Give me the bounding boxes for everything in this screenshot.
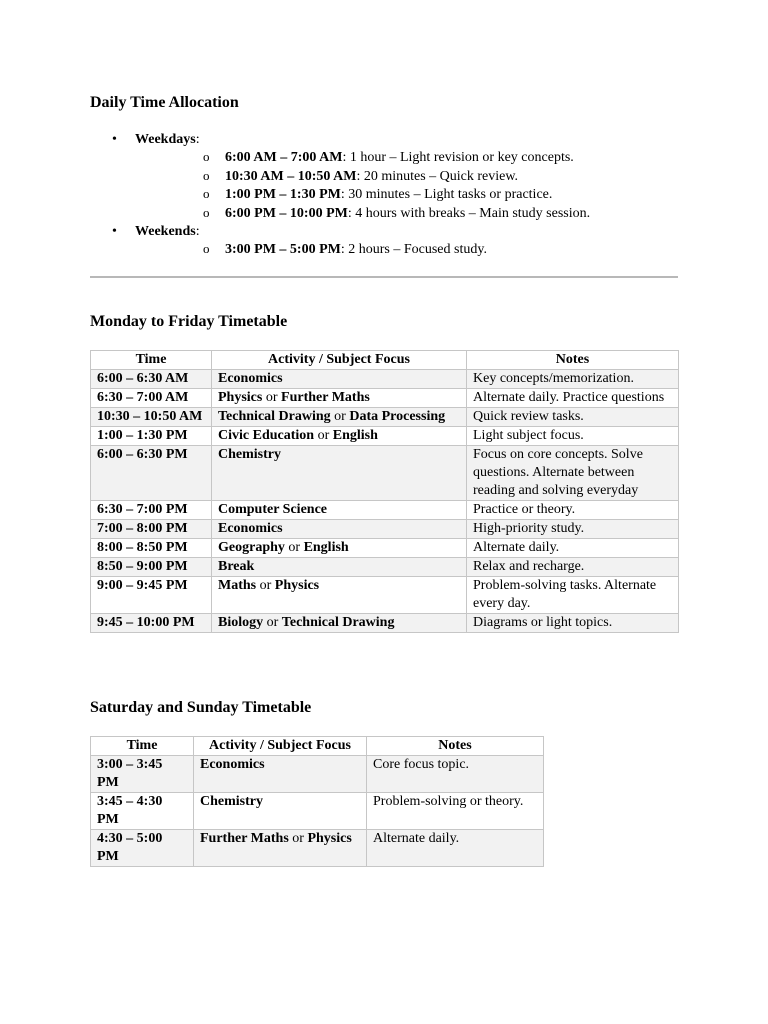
- notes-cell: High-priority study.: [467, 520, 679, 539]
- notes-cell: Practice or theory.: [467, 501, 679, 520]
- weekday-slot: [135, 186, 678, 205]
- time-cell: 8:00 – 8:50 PM: [91, 539, 212, 558]
- activity-cell: [194, 793, 367, 830]
- time-cell: 10:30 – 10:50 AM: [91, 408, 212, 427]
- weekend-table-heading: Saturday and Sunday Timetable: [90, 699, 312, 716]
- header-time: Time: [91, 351, 212, 370]
- table-row: [91, 756, 544, 793]
- time-cell: 8:50 – 9:00 PM: [91, 558, 212, 577]
- slot-desc: : 20 minutes – Quick review.: [356, 168, 519, 184]
- slot-time: 1:00 PM – 1:30 PM: [225, 187, 341, 202]
- slot-desc: : 4 hours with breaks – Main study session.: [347, 205, 591, 221]
- notes-cell: Problem-solving or theory.: [367, 793, 544, 830]
- subject-primary: Civic Education: [218, 428, 315, 443]
- slot-time: 10:30 AM – 10:50 AM: [225, 168, 357, 184]
- activity-cell: [212, 389, 467, 408]
- table-row: [91, 520, 679, 539]
- subject-primary: Physics: [218, 390, 263, 405]
- notes-cell: Key concepts/memorization.: [467, 370, 679, 389]
- weekend-timetable: [90, 736, 544, 867]
- activity-cell: [194, 830, 367, 867]
- slot-time: 6:00 AM – 7:00 AM: [225, 150, 343, 165]
- subject-alternate: English: [332, 428, 378, 443]
- horizontal-divider: [90, 276, 678, 278]
- subject-connector: or: [288, 831, 308, 846]
- weekday-timetable: [90, 350, 679, 633]
- notes-cell: Diagrams or light topics.: [467, 614, 679, 633]
- subject-connector: or: [330, 409, 350, 424]
- slot-desc: : 1 hour – Light revision or key concepts.: [342, 150, 574, 165]
- table-row: [91, 558, 679, 577]
- table-header-row: [91, 737, 544, 756]
- activity-cell: [212, 539, 467, 558]
- table-row: [91, 539, 679, 558]
- time-cell: 6:30 – 7:00 PM: [91, 501, 212, 520]
- activity-cell: [212, 501, 467, 520]
- activity-cell: [212, 408, 467, 427]
- allocation-list: [90, 131, 678, 260]
- activity-cell: [212, 446, 467, 501]
- subject-primary: Chemistry: [200, 794, 263, 809]
- table-row: [91, 446, 679, 501]
- time-cell: 9:00 – 9:45 PM: [91, 577, 212, 614]
- time-cell: 6:30 – 7:00 AM: [91, 389, 212, 408]
- subject-primary: Economics: [218, 371, 283, 386]
- activity-cell: [212, 370, 467, 389]
- subject-primary: Economics: [200, 757, 265, 772]
- subject-primary: Further Maths: [200, 831, 289, 846]
- header-time: Time: [91, 737, 194, 756]
- subject-primary: Biology: [218, 615, 264, 630]
- subject-connector: or: [284, 540, 304, 555]
- notes-cell: Alternate daily.: [367, 830, 544, 867]
- subject-connector: or: [262, 390, 282, 405]
- time-cell: 4:30 – 5:00 PM: [91, 830, 194, 867]
- table-row: [91, 793, 544, 830]
- weekdays-label: Weekdays: [135, 132, 196, 147]
- time-cell: 9:45 – 10:00 PM: [91, 614, 212, 633]
- activity-cell: [212, 520, 467, 539]
- subject-connector: or: [314, 428, 333, 443]
- subject-connector: or: [256, 578, 275, 593]
- subject-primary: Maths: [218, 578, 257, 593]
- weekend-slot: [135, 241, 678, 260]
- header-activity: Activity / Subject Focus: [194, 737, 367, 756]
- activity-cell: [212, 558, 467, 577]
- header-notes: Notes: [467, 351, 679, 370]
- subject-primary: Economics: [218, 521, 283, 536]
- notes-cell: Problem-solving tasks. Alternate every day.: [467, 577, 679, 614]
- table-header-row: [91, 351, 679, 370]
- header-notes: Notes: [367, 737, 544, 756]
- table-row: [91, 614, 679, 633]
- slot-desc: : 30 minutes – Light tasks or practice.: [340, 187, 553, 202]
- weekday-slot: [135, 149, 678, 168]
- notes-cell: Alternate daily. Practice questions: [467, 389, 679, 408]
- table-row: [91, 427, 679, 446]
- subject-alternate: English: [303, 540, 349, 555]
- subject-alternate: Data Processing: [349, 409, 446, 424]
- table-row: [91, 501, 679, 520]
- subject-primary: Geography: [218, 540, 285, 555]
- activity-cell: [194, 756, 367, 793]
- subject-primary: Computer Science: [218, 502, 327, 517]
- time-cell: 6:00 – 6:30 AM: [91, 370, 212, 389]
- subject-alternate: Physics: [274, 578, 320, 593]
- colon: :: [195, 132, 200, 147]
- subject-connector: or: [263, 615, 282, 630]
- time-cell: 3:45 – 4:30 PM: [91, 793, 194, 830]
- activity-cell: [212, 427, 467, 446]
- slot-desc: : 2 hours – Focused study.: [340, 242, 487, 257]
- table-row: [91, 408, 679, 427]
- subject-alternate: Physics: [307, 831, 352, 846]
- subject-primary: Break: [218, 559, 255, 574]
- subject-primary: Technical Drawing: [218, 409, 331, 424]
- table-row: [91, 830, 544, 867]
- time-cell: 1:00 – 1:30 PM: [91, 427, 212, 446]
- weekends-label: Weekends: [135, 224, 196, 239]
- notes-cell: Alternate daily.: [467, 539, 679, 558]
- activity-cell: [212, 577, 467, 614]
- slot-time: 3:00 PM – 5:00 PM: [225, 242, 341, 257]
- weekday-slot: [135, 168, 678, 187]
- activity-cell: [212, 614, 467, 633]
- notes-cell: Focus on core concepts. Solve questions. Alternate between reading and solving everyday: [467, 446, 679, 501]
- table-row: [91, 389, 679, 408]
- time-cell: 7:00 – 8:00 PM: [91, 520, 212, 539]
- time-cell: 6:00 – 6:30 PM: [91, 446, 212, 501]
- weekday-table-heading: Monday to Friday Timetable: [90, 313, 288, 330]
- notes-cell: Light subject focus.: [467, 427, 679, 446]
- weekdays-item: [90, 131, 678, 223]
- allocation-heading: Daily Time Allocation: [90, 94, 239, 111]
- subject-alternate: Technical Drawing: [281, 615, 395, 630]
- table-row: [91, 577, 679, 614]
- subject-alternate: Further Maths: [281, 390, 370, 405]
- colon: :: [195, 224, 200, 239]
- notes-cell: Core focus topic.: [367, 756, 544, 793]
- slot-time: 6:00 PM – 10:00 PM: [225, 205, 348, 221]
- weekends-item: [90, 223, 678, 260]
- notes-cell: Relax and recharge.: [467, 558, 679, 577]
- subject-primary: Chemistry: [218, 447, 281, 462]
- header-activity: Activity / Subject Focus: [212, 351, 467, 370]
- notes-cell: Quick review tasks.: [467, 408, 679, 427]
- weekday-slot: [135, 205, 678, 224]
- table-row: [91, 370, 679, 389]
- time-cell: 3:00 – 3:45 PM: [91, 756, 194, 793]
